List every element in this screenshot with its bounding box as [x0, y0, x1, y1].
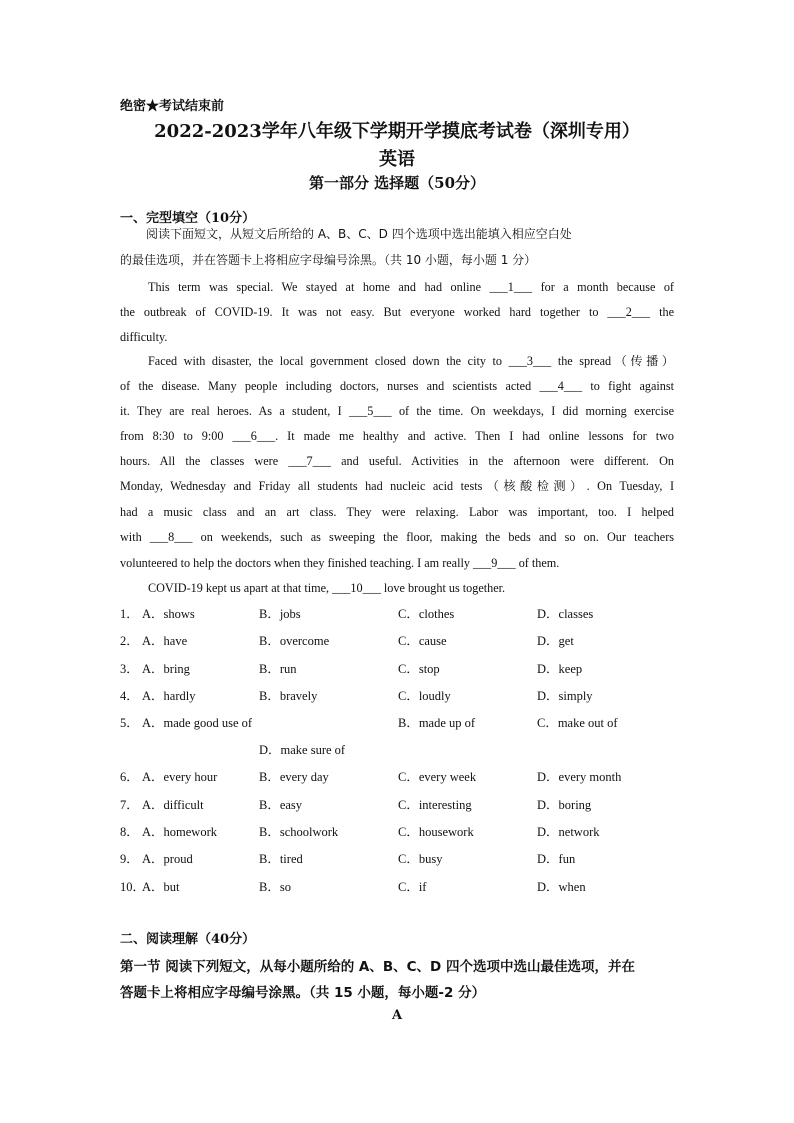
option-b: B．tired	[259, 852, 303, 866]
question-number: 8．	[120, 825, 139, 839]
reading-instruction-2: 答题卡上将相应字母编号涂黑。（共 15 小题，每小题-2 分）	[120, 985, 486, 1001]
option-b: B．every day	[259, 770, 329, 784]
option-b: B．so	[259, 880, 291, 894]
question-number: 5．	[120, 716, 139, 730]
passage-line: with ___8___ on weekends, such as sweeping the floor, making the beds and so on. Our teachers	[120, 530, 674, 544]
question-number: 9．	[120, 852, 139, 866]
passage-line: This term was special. We stayed at home and had online ___1___ for a month because of	[148, 280, 674, 294]
option-c: C．busy	[398, 852, 443, 866]
option-a: A．difficult	[142, 798, 204, 812]
option-d: D．fun	[537, 852, 576, 866]
option-d: D．classes	[537, 607, 594, 621]
option-d: D．boring	[537, 798, 592, 812]
option-d: D．make sure of	[259, 743, 346, 757]
option-a: A．proud	[142, 852, 193, 866]
option-a: A．have	[142, 634, 188, 648]
question-number: 4．	[120, 689, 139, 703]
passage-line: Faced with disaster, the local government closed down the city to ___3___ the spread（传播）	[148, 354, 674, 368]
option-b: B．run	[259, 662, 297, 676]
question-number: 3．	[120, 662, 139, 676]
confidential-mark: 绝密★考试结束前	[120, 99, 225, 114]
cloze-instruction-1: 阅读下面短文，从短文后所给的 A、B、C、D 四个选项中选出能填入相应空白处	[146, 227, 572, 241]
question-number: 2．	[120, 634, 139, 648]
option-b: B．overcome	[259, 634, 330, 648]
question-number: 7．	[120, 798, 139, 812]
part-title: 第一部分 选择题（50分）	[308, 174, 486, 192]
option-d: D．get	[537, 634, 574, 648]
option-b: B．bravely	[259, 689, 318, 703]
cloze-instruction-2: 的最佳选项，并在答题卡上将相应字母编号涂黑。（共 10 小题，每小题 1 分）	[120, 253, 537, 267]
option-d: D．simply	[537, 689, 593, 703]
option-c: C．clothes	[398, 607, 455, 621]
option-a: A．bring	[142, 662, 190, 676]
passage-line: the outbreak of COVID-19. It was not easy. But everyone worked hard together to ___2___ the	[120, 305, 674, 319]
passage-line: had a music class and an art class. They were relaxing. Labor was important, too. I helped	[120, 505, 674, 519]
option-b: B．schoolwork	[259, 825, 339, 839]
option-b: B．easy	[259, 798, 303, 812]
option-c: C．loudly	[398, 689, 451, 703]
option-c: C．interesting	[398, 798, 472, 812]
question-number: 1．	[120, 607, 139, 621]
option-c: C．housework	[398, 825, 474, 839]
question-number: 6．	[120, 770, 139, 784]
option-c: C．cause	[398, 634, 447, 648]
option-c: C．if	[398, 880, 427, 894]
option-a: A．made good use of	[142, 716, 253, 730]
passage-line: hours. All the classes were ___7___ and useful. Activities in the afternoon were different. On	[120, 454, 674, 468]
question-number: 10．	[120, 880, 146, 894]
option-c: C．every week	[398, 770, 477, 784]
exam-title: 2022-2023学年八年级下学期开学摸底考试卷（深圳专用）	[154, 121, 640, 142]
option-d: D．every month	[537, 770, 622, 784]
option-d: D．network	[537, 825, 600, 839]
passage-line: of the disease. Many people including doctors, nurses and scientists acted ___4___ to fight against	[120, 379, 674, 393]
passage-line: volunteered to help the doctors when they finished teaching. I am really ___9___ of them.	[120, 556, 560, 570]
option-b: B．jobs	[259, 607, 301, 621]
passage-line: difficulty.	[120, 330, 168, 344]
passage-line: from 8:30 to 9:00 ___6___. It made me healthy and active. Then I had online lessons for two	[120, 429, 674, 443]
subject-title: 英语	[379, 149, 415, 170]
option-a: A．but	[142, 880, 180, 894]
option-a: A．hardly	[142, 689, 196, 703]
option-d: D．keep	[537, 662, 583, 676]
passage-line: it. They are real heroes. As a student, I ___5___ of the time. On weekdays, I did morning exercise	[120, 404, 674, 418]
option-d: D．when	[537, 880, 586, 894]
option-a: A．homework	[142, 825, 217, 839]
option-c: C．make out of	[537, 716, 618, 730]
reading-section-label: A	[391, 1008, 403, 1023]
option-c: C．stop	[398, 662, 440, 676]
option-a: A．every hour	[142, 770, 218, 784]
passage-line: Monday, Wednesday and Friday all students had nucleic acid tests（核酸检测）. On Tuesday, I	[120, 479, 674, 493]
cloze-heading: 一、完型填空（10分）	[120, 211, 256, 226]
option-b: B．made up of	[398, 716, 476, 730]
passage-line: COVID-19 kept us apart at that time, ___10___ love brought us together.	[148, 581, 506, 595]
reading-instruction-1: 第一节 阅读下列短文，从每小题所给的 A、B、C、D 四个选项中选山最佳选项，并在	[120, 959, 635, 975]
option-a: A．shows	[142, 607, 195, 621]
reading-heading: 二、阅读理解（40分）	[120, 932, 256, 947]
